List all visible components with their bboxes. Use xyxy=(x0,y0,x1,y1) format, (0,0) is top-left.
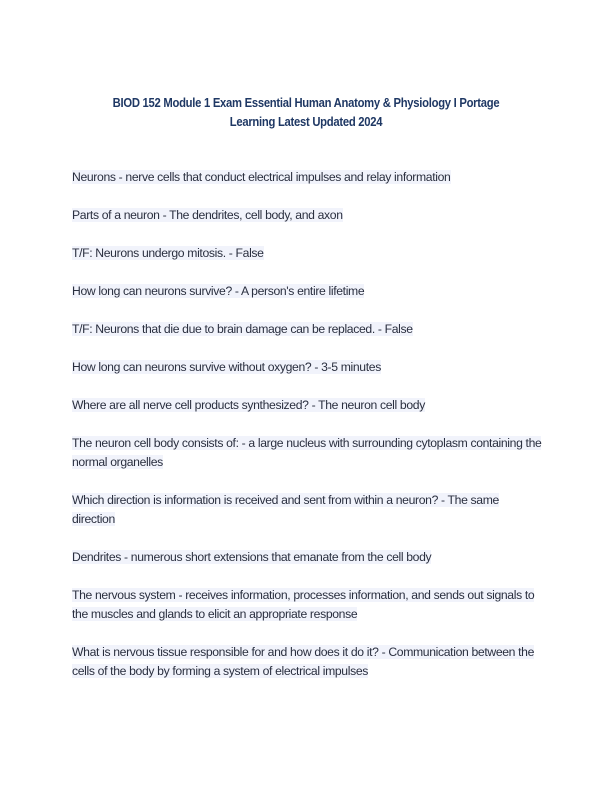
qa-entry-text: How long can neurons survive without oxygen? - 3-5 minutes xyxy=(72,360,381,374)
qa-entry-text: The nervous system - receives information, processes information, and sends out signals to the muscles and glands to elicit an appropriate response xyxy=(72,588,535,621)
qa-entry xyxy=(72,320,542,339)
qa-entry xyxy=(72,168,542,187)
qa-entry-text: What is nervous tissue responsible for and how does it do it? - Communication between the cells of the body by forming a system of electrical impulses xyxy=(72,645,535,678)
qa-entry xyxy=(72,586,542,624)
qa-entry-text: T/F: Neurons undergo mitosis. - False xyxy=(72,246,264,260)
qa-entry xyxy=(72,282,542,301)
qa-entry xyxy=(72,396,542,415)
qa-entry xyxy=(72,358,542,377)
qa-entry xyxy=(72,206,542,225)
qa-entry xyxy=(72,491,542,529)
qa-entry-text: How long can neurons survive? - A person's entire lifetime xyxy=(72,284,365,298)
document-title: BIOD 152 Module 1 Exam Essential Human Anatomy & Physiology I Portage Learning Latest Updated 2024 xyxy=(112,96,500,129)
qa-entry-text: Dendrites - numerous short extensions that emanate from the cell body xyxy=(72,550,432,564)
qa-entry-text: Where are all nerve cell products synthesized? - The neuron cell body xyxy=(72,398,425,412)
qa-entry xyxy=(72,434,542,472)
qa-entry-text: Neurons - nerve cells that conduct electrical impulses and relay information xyxy=(72,170,451,184)
qa-entry-text: Parts of a neuron - The dendrites, cell body, and axon xyxy=(72,208,343,222)
qa-entry xyxy=(72,244,542,263)
qa-entry xyxy=(72,643,542,681)
qa-entry xyxy=(72,548,542,567)
qa-entry-text: T/F: Neurons that die due to brain damage can be replaced. - False xyxy=(72,322,413,336)
qa-entry-text: The neuron cell body consists of: - a large nucleus with surrounding cytoplasm containing the normal organelles xyxy=(72,436,542,469)
qa-list xyxy=(72,168,542,700)
qa-entry-text: Which direction is information is received and sent from within a neuron? - The same direction xyxy=(72,493,499,526)
